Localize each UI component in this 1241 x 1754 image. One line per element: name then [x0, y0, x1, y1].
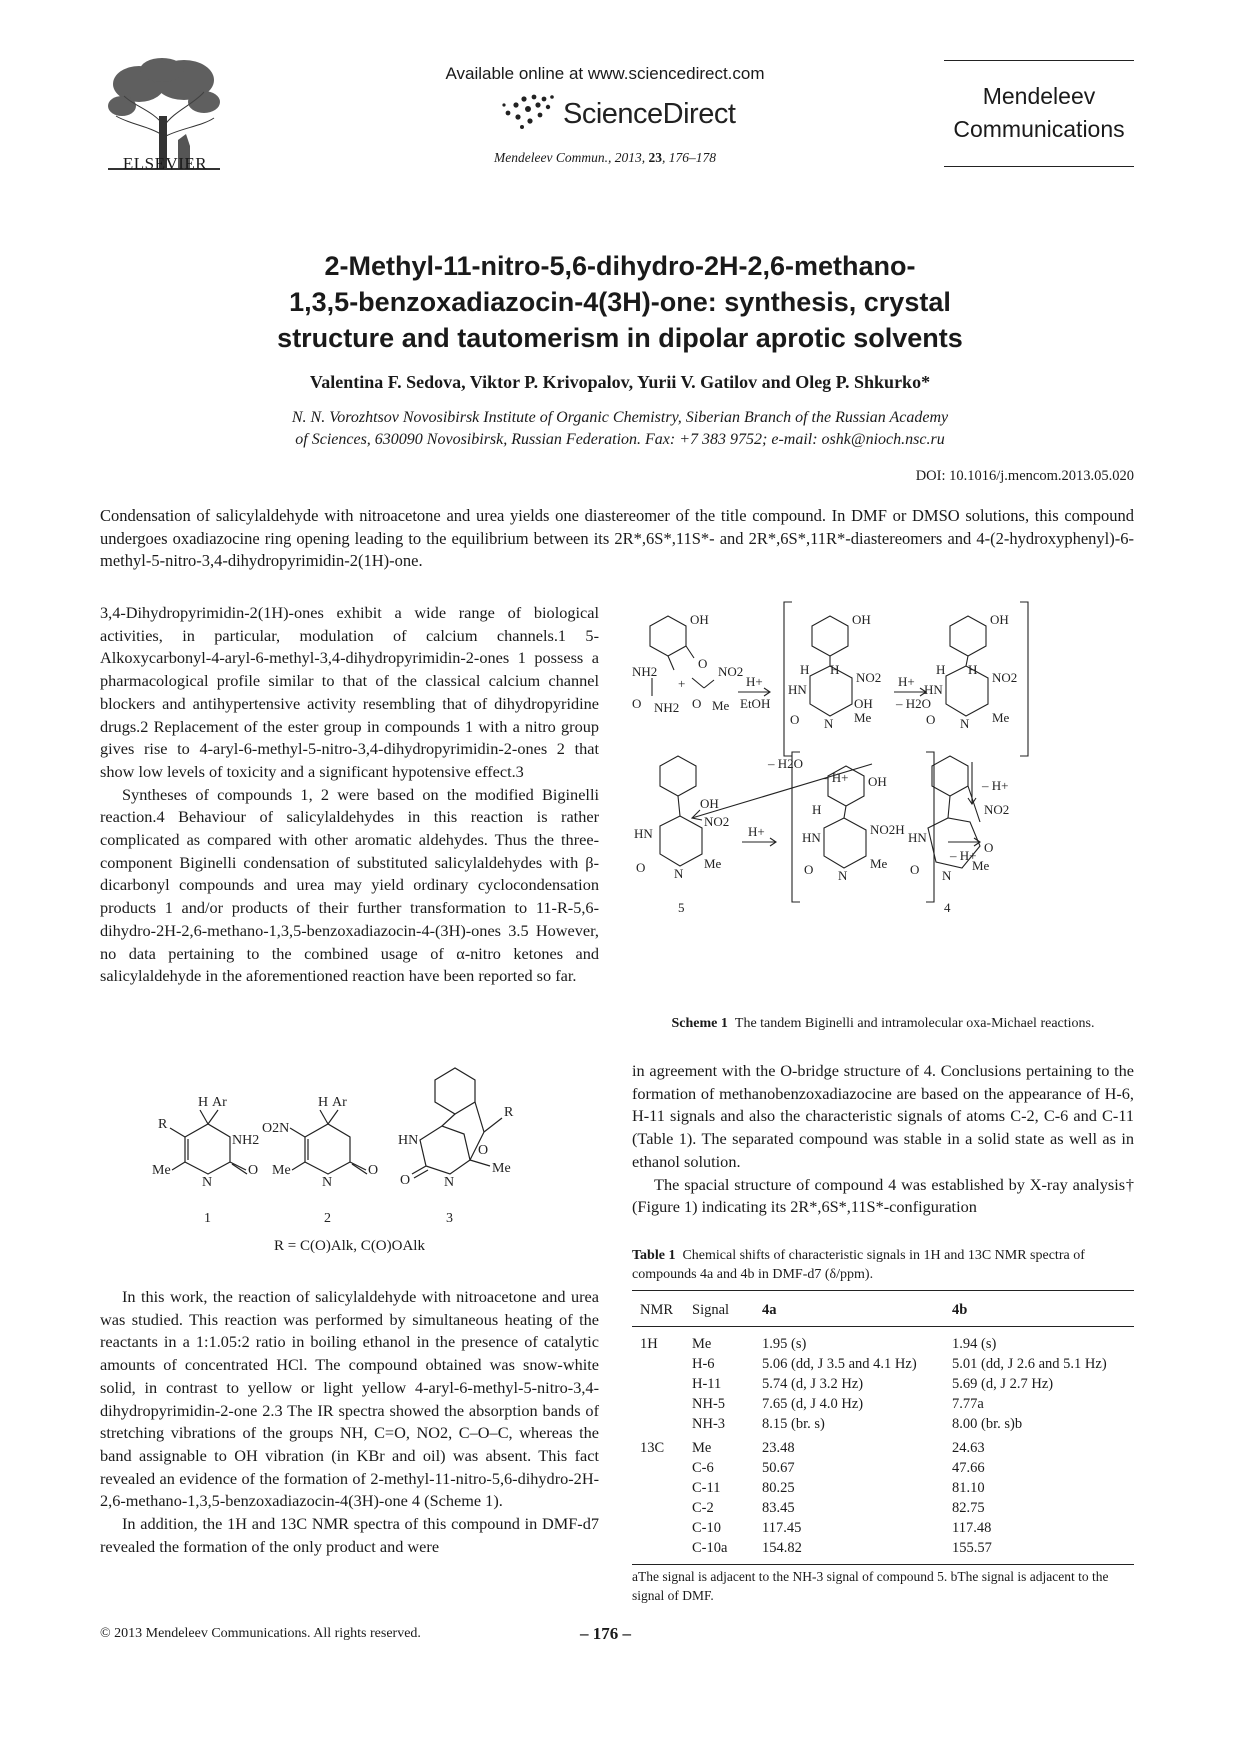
s-minus-H2O-2: – H2O — [768, 756, 804, 771]
s-Me-4: Me — [704, 856, 722, 871]
row-signal: NH-3 — [692, 1416, 726, 1432]
label-cmp1: 1 — [204, 1211, 211, 1226]
row-signal: C-6 — [692, 1460, 714, 1476]
s-HN-3: HN — [634, 826, 653, 841]
paragraph-nmr: In addition, the 1H and 13C NMR spectra of this compound in DMF-d7 revealed the formation of the only product and were — [100, 1514, 599, 1556]
s-HN-4: HN — [802, 830, 821, 845]
s-Hplus-1: H+ — [746, 674, 763, 689]
left-column-top — [100, 602, 599, 988]
title-line-2: 1,3,5-benzoxadiazocin-4(3H)-one: synthesis, crystal — [289, 287, 951, 317]
affiliation-line-2[interactable]: of Sciences, 630090 Novosibirsk, Russian Federation. Fax: +7 383 9752; e-mail: oshk@nioch.nsc.ru — [295, 431, 945, 448]
s-N-5: N — [942, 868, 952, 883]
doi-link[interactable]: DOI: 10.1016/j.mencom.2013.05.020 — [915, 468, 1134, 484]
table-header-rule — [632, 1326, 1134, 1327]
struct3-N: N — [444, 1175, 455, 1190]
s-O-4: O — [790, 712, 800, 727]
s-O-7: O — [804, 862, 814, 877]
row-4b: 24.63 — [952, 1440, 985, 1456]
row-4b: 5.01 (dd, J 2.6 and 5.1 Hz) — [952, 1356, 1107, 1372]
s-OH-2: OH — [852, 612, 871, 627]
publisher-name: ELSEVIER — [122, 154, 208, 173]
row-4b: 117.48 — [952, 1520, 992, 1536]
struct2-Me: Me — [272, 1163, 291, 1178]
r-definition: R = C(O)Alk, C(O)OAlk — [274, 1238, 425, 1254]
struct3-Me: Me — [492, 1161, 511, 1176]
sciencedirect-wordmark: ScienceDirect — [563, 98, 736, 130]
authors: Valentina F. Sedova, Viktor P. Krivopalov, Yurii V. Gatilov and Oleg P. Shkurko* — [309, 372, 931, 392]
copyright: © 2013 Mendeleev Communications. All rights reserved. — [100, 1626, 421, 1641]
s-Me-1: Me — [712, 698, 730, 713]
paragraph-this-work: In this work, the reaction of salicylaldehyde with nitroacetone and urea was studied. This reaction was performed by simultaneous heating of the reactants in a 1:1.05:2 ratio in boiling ethanol in the presence of catalytic amounts of concentrated HCl. The compound obtained was snow-white solid, in contrast to yellow or light yellow 4-aryl-6-methyl-5-nitro-3,4-dihydropyrimidin-2-one 2.3 The IR spectra showed the absorption bands of stretching vibrations of the groups NH, C=O, NO2, C–O–C, whereas the band assignable to OH vibration (in KBr and oil) was absent. This fact revealed an evidence of the formation of 2-methyl-11-nitro-5,6-dihydro-2H-2,6-methano-1,3,5-benzoxadiazocin-4(3H)-one 4 (Scheme 1). — [100, 1287, 599, 1511]
s-NO2-5: NO2 — [984, 802, 1010, 817]
s-NO2-1: NO2 — [718, 664, 744, 679]
s-H-5: H — [812, 802, 822, 817]
struct1-NH: NH2 — [232, 1133, 260, 1148]
row-signal: H-11 — [692, 1376, 722, 1392]
sciencedirect-dots-icon — [500, 93, 570, 131]
struct2-Ar: Ar — [332, 1095, 347, 1110]
s-Me-5: Me — [870, 856, 888, 871]
scheme-caption: Scheme 1 The tandem Biginelli and intramolecular oxa-Michael reactions. — [671, 1016, 1095, 1031]
row-4b: 155.57 — [952, 1540, 992, 1556]
journal-bottom-rule — [944, 166, 1134, 167]
struct1-Me: Me — [152, 1163, 171, 1178]
affiliation — [180, 407, 1060, 451]
row-4a: 83.45 — [762, 1500, 795, 1516]
s-H-1: H — [800, 662, 810, 677]
left-column-bottom — [100, 1286, 599, 1558]
struct3-O: O — [478, 1143, 489, 1158]
row-4a: 1.95 (s) — [762, 1336, 807, 1352]
citation: Mendeleev Commun., 2013, 23, 176–178 — [494, 150, 716, 165]
table-header-4a: 4a — [762, 1302, 777, 1318]
s-N-2: N — [960, 716, 970, 731]
s-plus: + — [678, 676, 686, 691]
journal-name-line1: Mendeleev — [982, 83, 1096, 109]
label-cmp4: 4 — [944, 900, 951, 915]
row-signal: H-6 — [692, 1356, 715, 1372]
row-4a: 8.15 (br. s) — [762, 1416, 825, 1432]
article-title — [150, 248, 1090, 356]
row-4a: 23.48 — [762, 1440, 795, 1456]
s-O-1: O — [698, 656, 708, 671]
table-header-nmr: NMR — [640, 1302, 674, 1318]
row-4a: 5.74 (d, J 3.2 Hz) — [762, 1376, 864, 1392]
s-O-9: O — [910, 862, 920, 877]
row-4a: 80.25 — [762, 1480, 795, 1496]
s-O-5: O — [926, 712, 936, 727]
s-minus-H2O-1: – H2O — [896, 696, 932, 711]
s-H-3: H — [936, 662, 946, 677]
table-top-rule — [632, 1290, 1134, 1291]
s-H-4: H — [968, 662, 978, 677]
right-column-text — [632, 1060, 1134, 1219]
table-footnote: aThe signal is adjacent to the NH-3 signal of compound 5. bThe signal is adjacent to the signal of DMF. — [632, 1569, 1109, 1603]
structures-1-2-3 — [150, 1062, 570, 1262]
s-NO2-2: NO2 — [856, 670, 882, 685]
row-4b: 5.69 (d, J 2.7 Hz) — [952, 1376, 1054, 1392]
struct3-R: R — [504, 1105, 514, 1120]
s-O-2: O — [632, 696, 642, 711]
s-Me-2: Me — [854, 710, 872, 725]
s-HN-5: HN — [908, 830, 927, 845]
s-HN-1: HN — [788, 682, 807, 697]
s-O-6: O — [636, 860, 646, 875]
row-4a: 5.06 (dd, J 3.5 and 4.1 Hz) — [762, 1356, 917, 1372]
title-line-3: structure and tautomerism in dipolar aprotic solvents — [277, 323, 963, 353]
s-NO2-4: NO2 — [704, 814, 730, 829]
available-online[interactable]: Available online at www.sciencedirect.com — [445, 64, 765, 83]
row-4b: 81.10 — [952, 1480, 985, 1496]
s-N-1: N — [824, 716, 834, 731]
s-N-4: N — [838, 868, 848, 883]
paragraph-syntheses: Syntheses of compounds 1, 2 were based on the modified Biginelli reaction.4 Behaviour of salicylaldehydes in this reaction is rather complicated as compared with other aromatic aldehydes. Thus the three-component Biginelli condensation of substituted salicylaldehydes with β-dicarbonyl compounds and urea may yield ordinary cyclocondensation products 1 and/or products of their further transformation to 11-R-5,6-dihydro-2H-2,6-methano-1,3,5-benzoxadiazocin-4-(3H)-ones 3.5 However, no data pertaining to the combined usage of α-nitro ketones and salicylaldehyde in the aforementioned reaction have been reported so far. — [100, 784, 599, 986]
label-cmp5: 5 — [678, 900, 685, 915]
s-minus-Hplus-1: – H+ — [822, 770, 849, 785]
row-signal: C-10 — [692, 1520, 721, 1536]
struct3-HN: HN — [398, 1133, 419, 1148]
struct1-R: R — [158, 1117, 168, 1132]
row-signal: NH-5 — [692, 1396, 726, 1412]
label-cmp3: 3 — [446, 1211, 453, 1226]
s-N-3: N — [674, 866, 684, 881]
table-header-4b: 4b — [952, 1302, 968, 1318]
s-NO2H: NO2H — [870, 822, 905, 837]
scheme-1 — [632, 596, 1134, 996]
row-signal: C-2 — [692, 1500, 714, 1516]
struct3-O2: O — [400, 1173, 411, 1188]
s-OH-1: OH — [690, 612, 709, 627]
s-OH-6: OH — [868, 774, 887, 789]
struct1-Ar: Ar — [212, 1095, 227, 1110]
row-4a: 50.67 — [762, 1460, 795, 1476]
table-bottom-rule — [632, 1564, 1134, 1565]
struct2-O2N: O2N — [262, 1121, 290, 1136]
row-4b: 47.66 — [952, 1460, 985, 1476]
s-Hplus-3: H+ — [748, 824, 765, 839]
row-4b: 8.00 (br. s)b — [952, 1416, 1023, 1432]
s-OH-5: OH — [700, 796, 719, 811]
page-number: – 176 – — [580, 1624, 631, 1643]
row-signal: C-11 — [692, 1480, 721, 1496]
struct2-H: H — [318, 1095, 329, 1110]
table-caption: Table 1 Chemical shifts of characteristic signals in 1H and 13C NMR spectra of compounds 4a and 4b in DMF-d7 (δ/ppm). — [632, 1248, 1085, 1282]
row-signal: C-10a — [692, 1540, 728, 1556]
struct1-O: O — [248, 1163, 259, 1178]
row-nmr: 13C — [640, 1440, 665, 1456]
row-4b: 7.77a — [952, 1396, 984, 1412]
row-4b: 1.94 (s) — [952, 1336, 997, 1352]
s-O-3: O — [692, 696, 702, 711]
row-4b: 82.75 — [952, 1500, 985, 1516]
label-cmp2: 2 — [324, 1211, 331, 1226]
abstract: Condensation of salicylaldehyde with nitroacetone and urea yields one diastereomer of the title compound. In DMF or DMSO solutions, this compound undergoes oxadiazocine ring opening leading to the equilibrium between its 2R*,6S*,11S*- and 2R*,6S*,11R*-diastereomers and 4-(2-hydroxyphenyl)-6-methyl-5-nitro-3,4-dihydropyrimidin-2(1H)-one. — [100, 506, 1134, 570]
struct2-O: O — [368, 1163, 379, 1178]
journal-name-line2: Communications — [953, 116, 1125, 142]
s-HN-2: HN — [924, 682, 943, 697]
row-signal: Me — [692, 1440, 712, 1456]
row-4a: 154.82 — [762, 1540, 802, 1556]
s-EtOH: EtOH — [740, 696, 771, 711]
struct1-H: H — [198, 1095, 209, 1110]
row-4a: 7.65 (d, J 4.0 Hz) — [762, 1396, 864, 1412]
s-Hplus-2: H+ — [898, 674, 915, 689]
s-minus-Hplus-2: – H+ — [982, 778, 1009, 793]
paragraph-intro: 3,4-Dihydropyrimidin-2(1H)-ones exhibit a wide range of biological activities, in particular, modulation of calcium channels.1 5-Alkoxycarbonyl-4-aryl-6-methyl-3,4-dihydropyrimidin-2-ones 1 possess a pharmacological profile similar to that of the classical calcium channel blockers and antihypertensive activity resembling that of dihydropyridine drugs.2 Replacement of the ester group in compounds 1 with a nitro group gives rise to 4-aryl-6-methyl-5-nitro-3,4-dihydropyrimidin-2-ones 2 that show low levels of toxicity and a significant hypotensive effect.3 — [100, 603, 599, 781]
paragraph-spacial: The spacial structure of compound 4 was established by X-ray analysis† (Figure 1) indicating its 2R*,6S*,11S*-configuration — [632, 1174, 1134, 1217]
struct2-N: N — [322, 1175, 333, 1190]
s-Me-6: Me — [972, 858, 990, 873]
row-4a: 117.45 — [762, 1520, 802, 1536]
paragraph-agreement: in agreement with the O-bridge structure of 4. Conclusions pertaining to the formation of methanobenzoxadiazocine are based on the appearance of H-6, H-11 signals and also the characteristic signals of atoms C-2, C-6 and C-11 (Table 1). The separated compound was stable in a solid state as well as in ethanol solution. — [632, 1061, 1134, 1171]
s-minus-Hplus-3: – H+ — [950, 848, 977, 863]
journal-name — [944, 80, 1134, 146]
s-OH-3: OH — [854, 696, 873, 711]
struct1-N: N — [202, 1175, 213, 1190]
row-nmr: 1H — [640, 1336, 658, 1352]
row-signal: Me — [692, 1336, 712, 1352]
s-Me-3: Me — [992, 710, 1010, 725]
s-NH2-2: NH2 — [654, 700, 680, 715]
table-header-signal: Signal — [692, 1302, 730, 1318]
s-OH-4: OH — [990, 612, 1009, 627]
s-H-2: H — [830, 662, 840, 677]
s-NH2-1: NH2 — [632, 664, 658, 679]
journal-top-rule — [944, 60, 1134, 61]
s-NO2-3: NO2 — [992, 670, 1018, 685]
s-O-8: O — [984, 840, 994, 855]
title-line-1: 2-Methyl-11-nitro-5,6-dihydro-2H-2,6-methano- — [324, 251, 916, 281]
affiliation-line-1: N. N. Vorozhtsov Novosibirsk Institute of Organic Chemistry, Siberian Branch of the Russian Academy — [291, 409, 949, 426]
